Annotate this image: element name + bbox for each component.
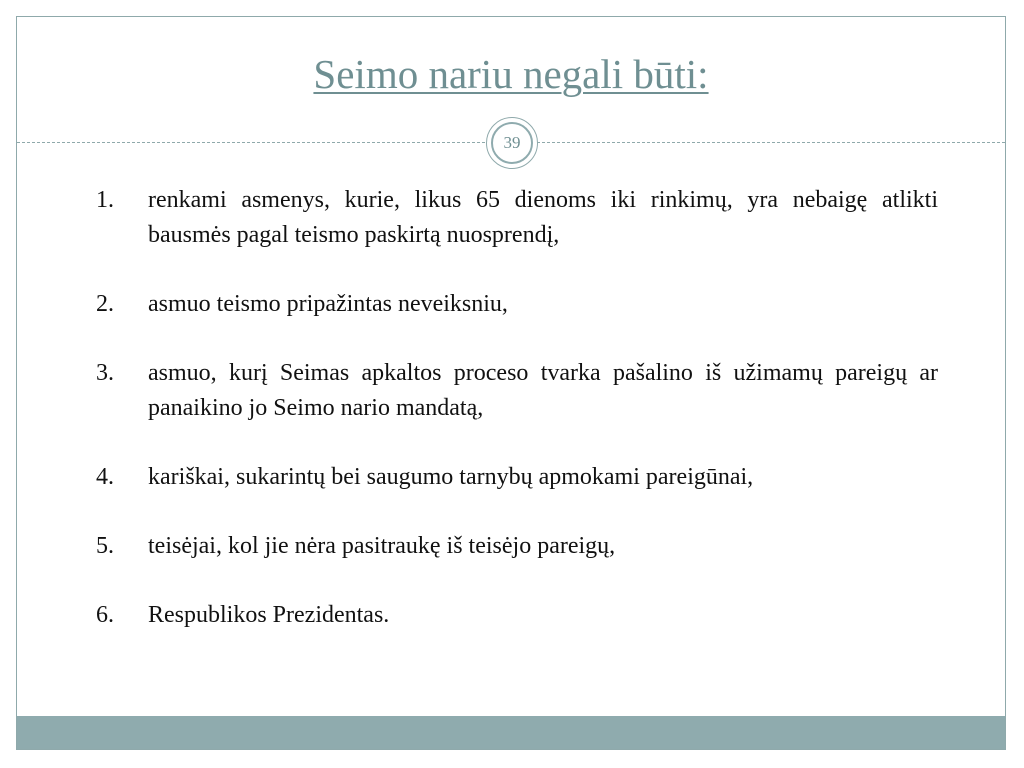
page-number-badge xyxy=(486,117,538,169)
list-item-text: asmuo, kurį Seimas apkaltos proceso tvarka pašalino iš užimamų pareigų ar panaikino jo Seimo nario mandatą, xyxy=(148,360,938,421)
list-item-number: 5. xyxy=(96,533,114,559)
list-item xyxy=(96,598,938,633)
list-item xyxy=(96,529,938,564)
list-item-number: 3. xyxy=(96,360,114,386)
list-item-text: asmuo teismo pripažintas neveiksniu, xyxy=(148,291,508,317)
list-item xyxy=(96,460,938,495)
slide-title: Seimo nariu negali būti: xyxy=(313,51,709,97)
list-item xyxy=(96,356,938,426)
list-item xyxy=(96,183,938,253)
list-item-number: 6. xyxy=(96,602,114,628)
list-item-text: teisėjai, kol jie nėra pasitraukę iš teisėjo pareigų, xyxy=(148,533,616,559)
list-item xyxy=(96,287,938,322)
list-item-number: 1. xyxy=(96,187,114,213)
page-number: 39 xyxy=(491,122,533,164)
list-item-text: renkami asmenys, kurie, likus 65 dienoms iki rinkimų, yra nebaigę atlikti bausmės pagal teismo paskirtą nuosprendį, xyxy=(148,187,938,248)
list-item-number: 2. xyxy=(96,291,114,317)
footer-band xyxy=(17,716,1005,749)
list-item-text: Respublikos Prezidentas. xyxy=(148,602,390,628)
list-item-text: kariškai, sukarintų bei saugumo tarnybų apmokami pareigūnai, xyxy=(148,464,754,490)
list-item-number: 4. xyxy=(96,464,114,490)
content-list xyxy=(96,183,938,667)
